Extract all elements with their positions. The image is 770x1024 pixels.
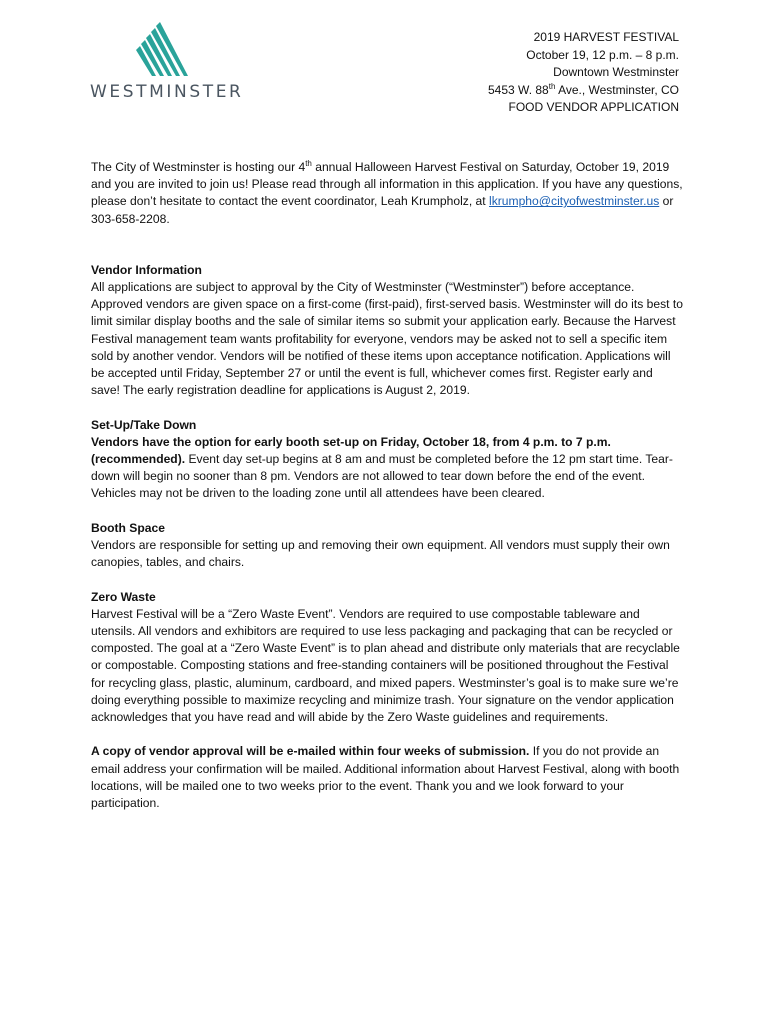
coordinator-email-link[interactable]: lkrumpho@cityofwestminster.us [489, 194, 660, 209]
header-address-a: 5453 W. 88 [488, 82, 549, 97]
intro-sup: th [305, 158, 312, 168]
westminster-logo-icon [136, 20, 192, 78]
vendor-info-heading: Vendor Information [91, 262, 202, 277]
logo-wordmark: WESTMINSTER [90, 82, 244, 102]
booth-body: Vendors are responsible for setting up and removing their own equipment. All vendors must supply their own canopies, tables, and chairs. [91, 538, 670, 570]
setup-bold-text: Vendors have the option for early booth set-up on Friday, October 18, from 4 p.m. to 7 p.m. (recommended). [91, 434, 611, 467]
zero-waste-heading: Zero Waste [91, 589, 156, 604]
header-address-sup: th [548, 81, 556, 91]
header-event-date: October 19, 12 p.m. – 8 p.m. [526, 47, 679, 62]
zero-waste-body: Harvest Festival will be a “Zero Waste Event”. Vendors are required to use compostable tableware and utensils. All vendors and exhibitors are required to use less packaging and packaging that can be recycled or composted. The goal at a “Zero Waste Event” is to plan ahead and distribute only materials that are recyclable or compostable. Composting stations and free-standing containers will be positioned throughout the Festival for recycling glass, plastic, aluminum, cardboard, and mixed papers. Westminster’s goal is to make sure we’re doing everything possible to maximize recycling and minimize trash. Your signature on the vendor application acknowledges that you have read and will abide by the Zero Waste guidelines and requirements. [91, 606, 680, 725]
setup-body: Event day set-up begins at 8 am and must be completed before the 12 pm start time. Tear-down will begin no sooner than 8 pm. Vendors are not allowed to tear down before the end of the event. Vehicles may not be driven to the loading zone until all attendees have been cleared. [91, 452, 673, 501]
header-document-title: FOOD VENDOR APPLICATION [508, 100, 679, 114]
zero-waste-section [91, 589, 683, 727]
intro-text-2: annual Halloween Harvest Festival on Saturday, October 19, 2019 and you are invited to join us! Please read through all information in this application. If you have any questions, please don’t hesitate to contact the event coordinator, Leah Krumpholz, at [91, 160, 683, 209]
header-event-title: 2019 HARVEST FESTIVAL [533, 30, 679, 44]
closing-body: If you do not provide an email address your confirmation will be mailed. Additional information about Harvest Festival, along with booth locations, will be mailed one to two weeks prior to the event. Thank you and we look forward to your participation. [91, 744, 680, 811]
header-location: Downtown Westminster [553, 65, 679, 79]
letter-body [91, 159, 683, 829]
intro-paragraph [91, 159, 683, 228]
closing-paragraph [91, 743, 683, 812]
header-address-b: Ave., Westminster, CO [555, 82, 679, 97]
intro-text-3: or 303-658-2208. [91, 194, 674, 226]
vendor-info-section [91, 262, 683, 400]
header-address [488, 82, 679, 100]
setup-heading: Set-Up/Take Down [91, 417, 197, 432]
booth-section [91, 520, 683, 572]
event-header [488, 29, 679, 117]
closing-bold-text: A copy of vendor approval will be e-mailed within four weeks of submission. [91, 744, 530, 759]
setup-section [91, 417, 683, 503]
vendor-info-body: All applications are subject to approval by the City of Westminster (“Westminster”) before acceptance. Approved vendors are given space on a first-come (first-paid), first-served basis. Westminster will do its best to limit similar display booths and the sale of similar items so submit your application early. Because the Harvest Festival management team wants profitability for everyone, vendors may be asked not to sell a specific item sold by another vendor. Vendors will be notified of these items upon acceptance notification. Applications will be accepted until Friday, September 27 or until the event is full, whichever comes first. Register early and save! The early registration deadline for applications is August 2, 2019. [91, 280, 683, 398]
intro-text-1: The City of Westminster is hosting our 4 [91, 160, 306, 174]
booth-heading: Booth Space [91, 520, 165, 535]
